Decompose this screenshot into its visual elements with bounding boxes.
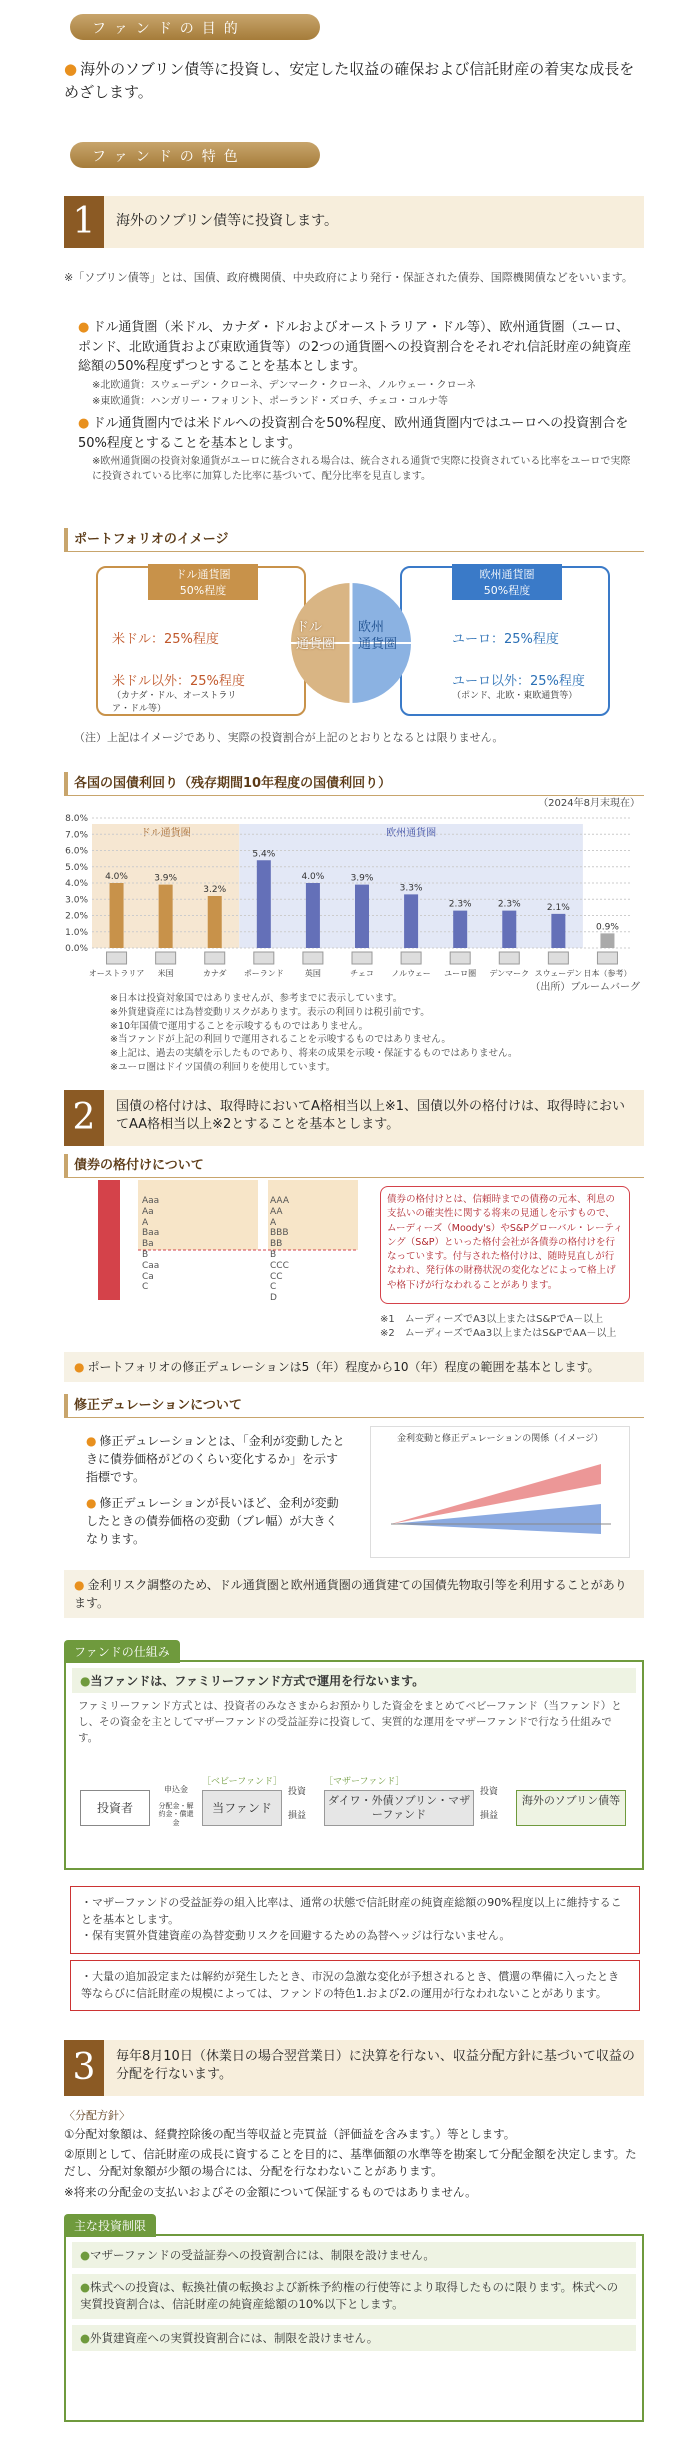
moodys-scale: Aaa Aa A Baa Ba B Caa Ca C xyxy=(142,1196,160,1293)
bar-9 xyxy=(551,914,565,948)
bar-0 xyxy=(110,883,124,948)
futures-note xyxy=(64,1570,644,1618)
bar-label-5: 3.9% xyxy=(350,873,374,884)
rating-note-2: ※2 ムーディーズでAa3以上またはS&PでAA－以上 xyxy=(380,1328,617,1339)
usd-other-share: 米ドル以外：25%程度 xyxy=(112,674,245,689)
portfolio-note: （注）上記はイメージであり、実際の投資割合が上記のとおりとなるとは限りません。 xyxy=(74,731,504,744)
limits-heading: 主な投資制限 xyxy=(64,2214,156,2237)
euro-zone-name: 欧州通貨圏 xyxy=(479,568,535,581)
nordic-note: ※北欧通貨：スウェーデン・クローネ、デンマーク・クローネ、ノルウェー・クローネ xyxy=(92,380,477,391)
bar-label-10: 0.9% xyxy=(596,922,619,933)
category-8: デンマーク xyxy=(489,969,530,978)
bullet-allocation: ● ドル通貨圏（米ドル、カナダ・ドルおよびオーストラリア・ドル等）、欧州通貨圏（ユーロ、ポンド、北欧通貨および東欧通貨等）の2つの通貨圏への投資割合をそれぞれ信託財産の純資産総額の50%程度ずつとすることを基本とします。 xyxy=(78,318,638,377)
duration-def: ● 修正デュレーションとは、「金利が変動したときに債券価格がどのくらい変化するか」を示す指標です。 xyxy=(86,1432,346,1486)
policy-note: ※将来の分配金の支払いおよびその金額について保証するものではありません。 xyxy=(64,2185,477,2199)
euro-merge-note: ※欧州通貨圏の投資対象通貨がユーロに統合される場合は、統合される通貨で実際に投資されている比率をユーロで実際に投資されている比率に加算した比率に基づいて、配分比率を見直します。 xyxy=(92,456,631,482)
eur-share: ユーロ：25%程度 xyxy=(452,632,559,647)
feature-1-title: 海外のソブリン債等に投資します。 xyxy=(116,213,339,229)
duration-heading: 修正デュレーションについて xyxy=(64,1394,644,1418)
feature-2-box xyxy=(64,1090,644,1146)
limit-2-text: 株式への投資は、転換社債の転換および新株予約権の行使等により取得したものに限ります。株式への実質投資割合は、信託財産の純資産総額の10%以下とします。 xyxy=(80,2280,619,2312)
portfolio-heading: ポートフォリオのイメージ xyxy=(64,528,644,552)
y-tick-2: 2.0% xyxy=(65,911,88,922)
bar-label-7: 2.3% xyxy=(448,899,472,910)
in-money: 申込金 xyxy=(164,1785,188,1794)
mother-label: ［マザーファンド］ xyxy=(324,1777,405,1787)
policy-2: ②原則として、信託財産の成長に資することを目的に、基準価額の水準等を勘案して分配金額を決定します。ただし、分配対象額が少額の場合には、分配を行なわないことがあります。 xyxy=(64,2147,637,2179)
feature-1-box xyxy=(64,196,644,248)
usd-share: 米ドル：25%程度 xyxy=(112,632,219,647)
scheme-text: ファミリーファンド方式とは、投資者のみなさまからお預かりした資金をまとめてベビーファンド（当ファンド）とし、その資金を主としてマザーファンドの受益証券に投資して、実質的な運用をマザーファンドで行なう仕組みです。 xyxy=(78,1700,622,1744)
duration-chart xyxy=(370,1426,630,1558)
dollar-zone-label: ドル通貨圏 xyxy=(140,828,191,839)
flag-1 xyxy=(156,952,176,964)
category-3: ポーランド xyxy=(243,969,284,978)
yields-notes xyxy=(110,992,630,1075)
y-tick-4: 4.0% xyxy=(65,879,88,889)
feature-2-number: 2 xyxy=(64,1090,104,1146)
dollar-zone-name: ドル通貨圏 xyxy=(175,568,231,581)
eastern-note: ※東欧通貨：ハンガリー・フォリント、ポーランド・ズロチ、チェコ・コルナ等 xyxy=(92,396,448,407)
eur-other-note: （ポンド、北欧・東欧通貨等） xyxy=(452,691,578,701)
bar-6 xyxy=(404,894,418,948)
investment-grade-bar xyxy=(98,1180,120,1300)
category-10: 日本（参考） xyxy=(583,969,632,978)
flag-10 xyxy=(597,952,617,964)
dollar-zone-pct: 50%程度 xyxy=(179,584,227,597)
duration-chart-title: 金利変動と修正デュレーションの関係（イメージ） xyxy=(396,1434,604,1444)
category-6: ノルウェー xyxy=(391,969,431,978)
euro-zone-label: 欧州通貨圏 xyxy=(386,828,437,839)
bar-1 xyxy=(159,885,173,948)
bar-label-6: 3.3% xyxy=(399,883,423,894)
bar-label-2: 3.2% xyxy=(203,885,227,895)
category-7: ユーロ圏 xyxy=(444,969,477,978)
euro-zone-pct: 50%程度 xyxy=(483,584,531,597)
category-1: 米国 xyxy=(157,969,174,978)
bar-label-4: 4.0% xyxy=(301,872,325,882)
category-5: チェコ xyxy=(350,969,374,978)
rating-note-1: ※1 ムーディーズでA3以上またはS&PでA－以上 xyxy=(380,1314,604,1325)
bar-5 xyxy=(355,885,369,948)
sp-scale: AAA AA A BBB BB B CCC CC C D xyxy=(270,1196,289,1304)
feature-1-number: 1 xyxy=(64,196,104,248)
rating-explanation: 債券の格付けとは、信頼時までの債務の元本、利息の支払いの確実性に関する将来の見通しを示すもので、ムーディーズ（Moody's）やS&Pグローバル・レーティング（S&P）といった格付会社が各債券の格付けを行なっています。付与された格付けは、随時見直しが行なわれ、発行体の財務状況の変化などによって格上げや格下げが行なわれることがあります。 xyxy=(380,1186,630,1304)
feature-2-title: 国債の格付けは、取得時においてA格相当以上※1、国債以外の格付けは、取得時においてAA格相当以上※2とすることを基本とします。 xyxy=(116,1099,626,1133)
bar-label-8: 2.3% xyxy=(497,899,521,910)
y-tick-6: 6.0% xyxy=(65,846,88,857)
flag-7 xyxy=(450,952,470,964)
eur-other-share: ユーロ以外：25%程度 xyxy=(452,674,585,689)
mother-fund-box: ダイワ・外債ソブリン・マザーファンド xyxy=(324,1790,474,1826)
limit-1-text: マザーファンドの受益証券への投資割合には、制限を設けません。 xyxy=(90,2248,435,2262)
bullet-usd-eur: ● ドル通貨圏内では米ドルへの投資割合を50%程度、欧州通貨圏内ではユーロへの投資割合を50%程度とすることを基本とします。 xyxy=(78,414,638,453)
rating-heading: 債券の格付けについて xyxy=(64,1154,644,1178)
profit-arrow-1: 損益 xyxy=(288,1811,307,1821)
flag-4 xyxy=(303,952,323,964)
flag-5 xyxy=(352,952,372,964)
flag-2 xyxy=(205,952,225,964)
flag-6 xyxy=(401,952,421,964)
futures-note-text: 金利リスク調整のため、ドル通貨圏と欧州通貨圏の通貨建ての国債先物取引等を利用することがあります。 xyxy=(74,1578,627,1610)
duration-long: ● 修正デュレーションが長いほど、金利が変動したときの債券価格の変動（ブレ幅）が大きくなります。 xyxy=(86,1494,346,1548)
y-tick-8: 8.0% xyxy=(65,814,88,824)
bar-4 xyxy=(306,883,320,948)
yields-source: （出所）ブルームバーグ xyxy=(530,982,640,993)
bar-label-0: 4.0% xyxy=(105,872,128,882)
yields-heading: 各国の国債利回り（残存期間10年程度の国債利回り） xyxy=(64,772,644,796)
risk-notes-box xyxy=(70,1886,640,1954)
y-tick-3: 3.0% xyxy=(65,895,88,906)
bar-label-9: 2.1% xyxy=(546,902,570,913)
feature-3-box xyxy=(64,2040,644,2096)
yield-chart xyxy=(54,806,644,980)
yields-date: （2024年8月末現在） xyxy=(538,798,640,809)
duration-chart-svg xyxy=(371,1444,629,1554)
y-tick-7: 7.0% xyxy=(65,830,88,841)
target-box: 海外のソブリン債等 xyxy=(516,1790,626,1826)
limit-1: ●マザーファンドの受益証券への投資割合には、制限を設けません。 xyxy=(72,2242,636,2268)
yield-note-0: ※日本は投資対象国ではありませんが、参考までに表示しています。 xyxy=(110,993,403,1004)
bar-3 xyxy=(257,860,271,948)
yield-note-1: ※外貨建資産には為替変動リスクがあります。表示の利回りは税引前です。 xyxy=(110,1006,430,1018)
risk-note-0: ・マザーファンドの受益証券の組入比率は、通常の状態で信託財産の純資産総額の90%程度以上に維持することを基本とします。 xyxy=(81,1896,622,1926)
limit-3: ●外貨建資産への実質投資割合には、制限を設けません。 xyxy=(72,2325,636,2351)
dollar-center-label: ドル 通貨圏 xyxy=(296,620,336,652)
bar-10 xyxy=(600,933,614,948)
duration-range xyxy=(64,1352,644,1382)
baby-fund-box: 当ファンド xyxy=(202,1790,282,1826)
scheme-lead: ●当ファンドは、ファミリーファンド方式で運用を行ないます。 xyxy=(72,1668,636,1693)
yield-note-2: ※10年国債で運用することを示唆するものではありません。 xyxy=(110,1020,369,1032)
profit-arrow-2: 損益 xyxy=(480,1811,499,1821)
y-tick-0: 0.0% xyxy=(65,944,88,954)
dollar-zone-title xyxy=(148,564,258,600)
scheme-box xyxy=(64,1660,644,1870)
purpose-text: ● 海外のソブリン債等に投資し、安定した収益の確保および信託財産の着実な成長をめざします。 xyxy=(64,58,644,103)
flag-3 xyxy=(254,952,274,964)
duration-range-text: ポートフォリオの修正デュレーションは5（年）程度から10（年）程度の範囲を基本とします。 xyxy=(87,1360,600,1374)
policy-1: ①分配対象額は、経費控除後の配当等収益と売買益（評価益を含みます。）等とします。 xyxy=(64,2127,516,2141)
usd-other-note: （カナダ・ドル、オーストラリア・ドル等） xyxy=(112,691,237,714)
bar-8 xyxy=(502,911,516,948)
scheme-heading: ファンドの仕組み xyxy=(64,1640,180,1663)
feature-3-number: 3 xyxy=(64,2040,104,2096)
large-flow-box: ・大量の追加設定または解約が発生したとき、市況の急激な変化が予想されるとき、償還の準備に入ったとき等ならびに信託財産の規模によっては、ファンドの特色1.および2.の運用が行なわれないことがあります。 xyxy=(70,1960,640,2011)
feature-3-title: 毎年8月10日（休業日の場合翌営業日）に決算を行ない、収益分配方針に基づいて収益の分配を行ないます。 xyxy=(116,2049,635,2083)
y-tick-5: 5.0% xyxy=(65,862,88,873)
euro-center-label: 欧州 通貨圏 xyxy=(358,620,398,652)
dollar-zone-card xyxy=(96,566,306,716)
bar-2 xyxy=(208,896,222,948)
bar-label-3: 5.4% xyxy=(252,849,276,860)
y-tick-1: 1.0% xyxy=(65,927,88,938)
risk-note-1: ・保有実質外貨建資産の為替変動リスクを回避するための為替ヘッジは行ないません。 xyxy=(81,1929,511,1942)
bar-7 xyxy=(453,911,467,948)
yield-note-5: ※ユーロ圏はドイツ国債の利回りを使用しています。 xyxy=(110,1061,336,1073)
yield-note-4: ※上記は、過去の実績を示したものであり、将来の成果を示唆・保証するものではありません。 xyxy=(110,1048,518,1060)
invest-arrow-2: 投資 xyxy=(480,1787,499,1797)
flag-9 xyxy=(548,952,568,964)
price-rise-wedge xyxy=(391,1504,601,1534)
limit-3-text: 外貨建資産への実質投資割合には、制限を設けません。 xyxy=(90,2330,379,2345)
scheme-lead-text: 当ファンドは、ファミリーファンド方式で運用を行ないます。 xyxy=(90,1674,425,1688)
category-4: 英国 xyxy=(304,969,321,978)
limit-2: ●株式への投資は、転換社債の転換および新株予約権の行使等により取得したものに限ります。株式への実質投資割合は、信託財産の純資産総額の10%以下とします。 xyxy=(72,2274,636,2319)
category-9: スウェーデン xyxy=(534,969,583,978)
category-2: カナダ xyxy=(202,969,227,978)
out-money: 分配金・解約金・償還金 xyxy=(158,1802,194,1827)
yield-note-3: ※当ファンドが上記の利回りで運用されることを示唆するものではありません。 xyxy=(110,1034,451,1046)
sovereign-note: ※「ソブリン債等」とは、国債、政府機関債、中央政府により発行・保証された債券、国際機関債などをいいます。 xyxy=(64,271,633,284)
euro-zone-card xyxy=(400,566,610,716)
policy-label: 〈分配方針〉 xyxy=(64,2109,130,2122)
category-0: オーストラリア xyxy=(88,969,145,978)
limits-box xyxy=(64,2234,644,2422)
bar-label-1: 3.9% xyxy=(154,873,178,884)
investor-box: 投資者 xyxy=(80,1790,150,1826)
flag-8 xyxy=(499,952,519,964)
baby-label: ［ベビーファンド］ xyxy=(202,1777,283,1787)
purpose-heading: ファンドの目的 xyxy=(70,14,320,40)
invest-arrow-1: 投資 xyxy=(288,1787,307,1797)
features-heading: ファンドの特色 xyxy=(70,142,320,168)
flag-0 xyxy=(107,952,127,964)
euro-zone-title xyxy=(452,564,562,600)
